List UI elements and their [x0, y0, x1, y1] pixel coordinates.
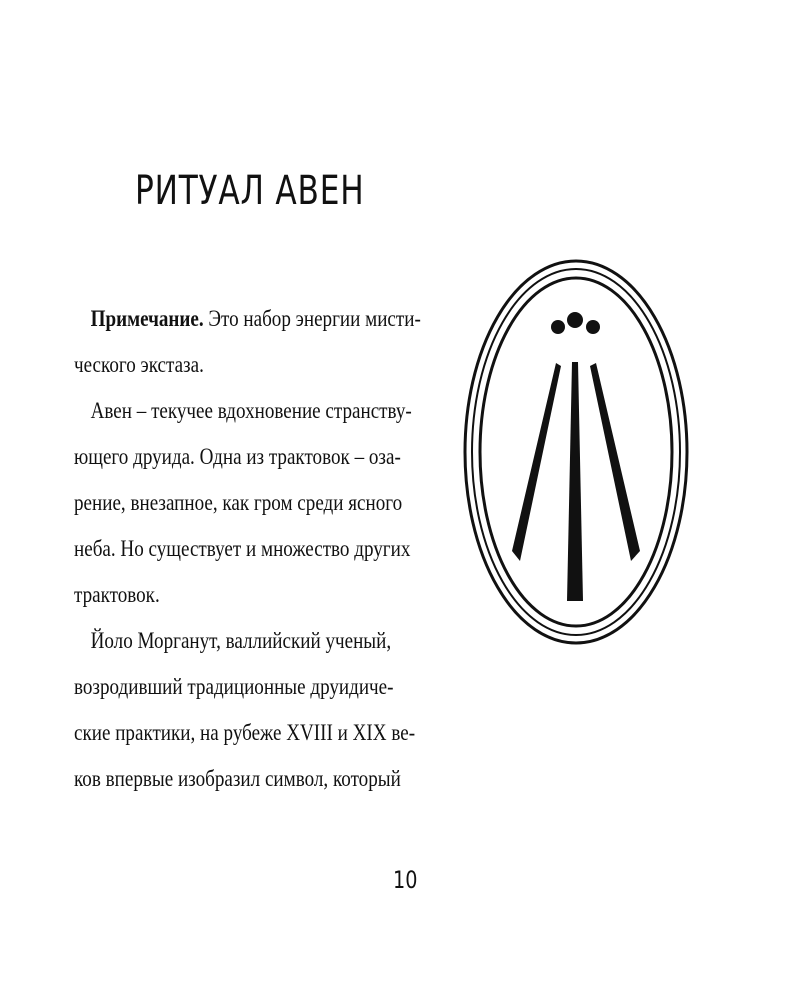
- note-label: Примечание.: [90, 306, 204, 331]
- text-line: возродивший традиционные друидиче-: [74, 674, 394, 699]
- text-line: трактовок.: [74, 582, 160, 607]
- text-line: ющего друида. Одна из трактовок – оза-: [74, 444, 401, 469]
- dot-right: [586, 320, 600, 334]
- text-line: ские практики, на рубеже XVIII и XIX ве-: [74, 720, 416, 745]
- awen-symbol-icon: [462, 258, 690, 646]
- text-line: ческого экстаза.: [74, 352, 204, 377]
- ray-center: [567, 362, 583, 601]
- text-line: ков впервые изобразил символ, который: [74, 766, 401, 791]
- page-number: 10: [393, 866, 418, 894]
- text-line: [74, 296, 421, 342]
- body-text: [74, 296, 421, 802]
- dot-left: [551, 320, 565, 334]
- dot-center: [567, 312, 583, 328]
- ray-right: [590, 363, 640, 561]
- text-line: неба. Но существует и множество других: [74, 536, 411, 561]
- ray-left: [512, 363, 561, 561]
- text-line: Авен – текучее вдохновение странству-: [90, 398, 412, 423]
- text-line-content: Это набор энергии мисти-: [208, 306, 421, 331]
- text-line: Йоло Морганут, валлийский ученый,: [90, 628, 392, 653]
- text-line: рение, внезапное, как гром среди ясного: [74, 490, 403, 515]
- page-title: РИТУАЛ АВЕН: [135, 168, 365, 214]
